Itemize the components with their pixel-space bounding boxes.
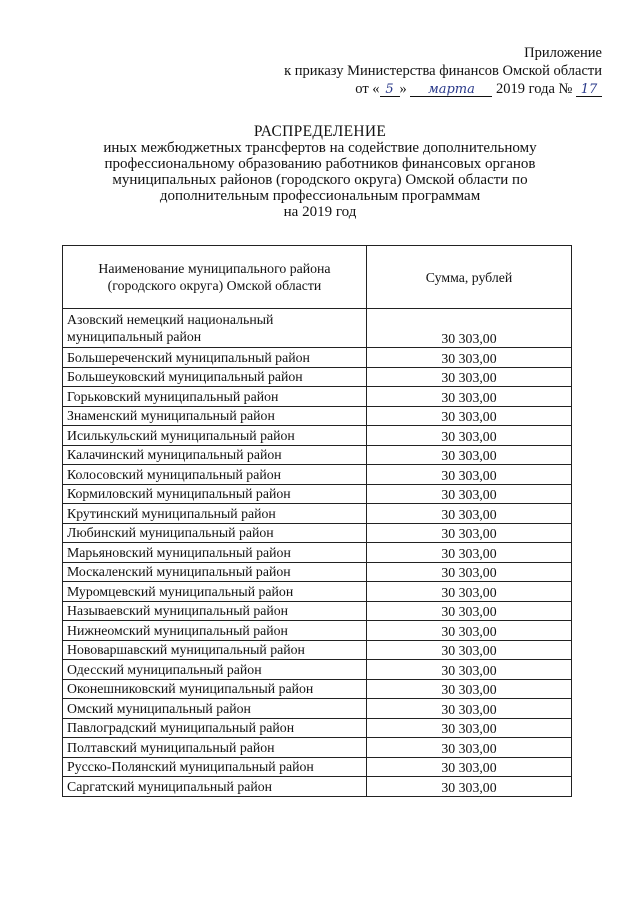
district-name-cell: Одесский муниципальный район [63,660,367,680]
amount-cell: 30 303,00 [367,660,572,680]
amount-cell: 30 303,00 [367,484,572,504]
title-line: муниципальных районов (городского округа) Омской области по [112,172,528,188]
number-label: № [558,81,573,97]
amount-cell: 30 303,00 [367,426,572,446]
district-name-cell: Нижнеомский муниципальный район [63,621,367,641]
title-line: дополнительным профессиональным программам [159,188,481,204]
amount-cell: 30 303,00 [367,640,572,660]
document-title [0,124,640,220]
amount-cell: 30 303,00 [367,718,572,738]
handwritten-month: марта [410,83,492,97]
district-name-cell: Исилькульский муниципальный район [63,426,367,446]
title-heading: РАСПРЕДЕЛЕНИЕ [253,123,387,140]
amount-cell: 30 303,00 [367,406,572,426]
table-row [63,562,572,582]
table-row [63,309,572,348]
table-body [63,309,572,797]
district-name-cell: Марьяновский муниципальный район [63,543,367,563]
table-row [63,582,572,602]
table-row [63,699,572,719]
district-name-cell: Нововаршавский муниципальный район [63,640,367,660]
amount-cell: 30 303,00 [367,699,572,719]
table-row [63,484,572,504]
amount-cell: 30 303,00 [367,621,572,641]
table-row [63,387,572,407]
district-name-cell: Называевский муниципальный район [63,601,367,621]
table-row [63,757,572,777]
district-name-cell: Крутинский муниципальный район [63,504,367,524]
amount-cell: 30 303,00 [367,777,572,797]
table-row [63,660,572,680]
district-name-cell: Саргатский муниципальный район [63,777,367,797]
amount-cell: 30 303,00 [367,348,572,368]
table-row [63,679,572,699]
amount-cell: 30 303,00 [367,309,572,348]
header-name: Наименование муниципального района (городского округа) Омской области [63,246,367,309]
table-row [63,777,572,797]
table-row [63,445,572,465]
district-name-cell: Колосовский муниципальный район [63,465,367,485]
district-name-cell: Большереченский муниципальный район [63,348,367,368]
title-line: иных межбюджетных трансфертов на содействие дополнительному [103,140,537,156]
table-header-row [63,246,572,309]
district-name-cell: Полтавский муниципальный район [63,738,367,758]
table-row [63,465,572,485]
district-name-cell: Знаменский муниципальный район [63,406,367,426]
district-name-cell: Большеуковский муниципальный район [63,367,367,387]
amount-cell: 30 303,00 [367,543,572,563]
district-name-cell: Муромцевский муниципальный район [63,582,367,602]
handwritten-day: 5 [380,83,400,97]
table-row [63,504,572,524]
district-name-cell: Любинский муниципальный район [63,523,367,543]
amount-cell: 30 303,00 [367,367,572,387]
amount-cell: 30 303,00 [367,562,572,582]
table-row [63,718,572,738]
amount-cell: 30 303,00 [367,523,572,543]
amount-cell: 30 303,00 [367,738,572,758]
quote-close: » [399,81,407,97]
table-row [63,406,572,426]
title-line: на 2019 год [283,204,357,220]
distribution-table [62,245,572,797]
table-row [63,348,572,368]
amount-cell: 30 303,00 [367,679,572,699]
title-line: профессиональному образованию работников финансовых органов [104,156,536,172]
appendix-block [284,44,602,98]
district-name-cell: Азовский немецкий национальный муниципальный район [63,309,367,348]
district-name-cell: Павлоградский муниципальный район [63,718,367,738]
table-row [63,543,572,563]
district-name-cell: Москаленский муниципальный район [63,562,367,582]
amount-cell: 30 303,00 [367,465,572,485]
amount-cell: 30 303,00 [367,445,572,465]
district-name-cell: Калачинский муниципальный район [63,445,367,465]
table-row [63,601,572,621]
header-sum: Сумма, рублей [367,246,572,309]
district-name-cell: Русско-Полянский муниципальный район [63,757,367,777]
district-name-cell: Кормиловский муниципальный район [63,484,367,504]
table-row [63,426,572,446]
table-row [63,640,572,660]
appendix-date-line [284,80,602,98]
district-name-cell: Оконешниковский муниципальный район [63,679,367,699]
amount-cell: 30 303,00 [367,504,572,524]
appendix-order-ref: к приказу Министерства финансов Омской области [284,63,602,79]
amount-cell: 30 303,00 [367,582,572,602]
district-name-cell: Горьковский муниципальный район [63,387,367,407]
year-text: 2019 года [496,81,555,97]
date-prefix: от « [355,81,380,97]
amount-cell: 30 303,00 [367,387,572,407]
amount-cell: 30 303,00 [367,757,572,777]
table-row [63,621,572,641]
amount-cell: 30 303,00 [367,601,572,621]
district-name-cell: Омский муниципальный район [63,699,367,719]
table-row [63,738,572,758]
table-row [63,523,572,543]
handwritten-number: 17 [576,83,602,97]
appendix-title: Приложение [524,45,602,61]
table-row [63,367,572,387]
